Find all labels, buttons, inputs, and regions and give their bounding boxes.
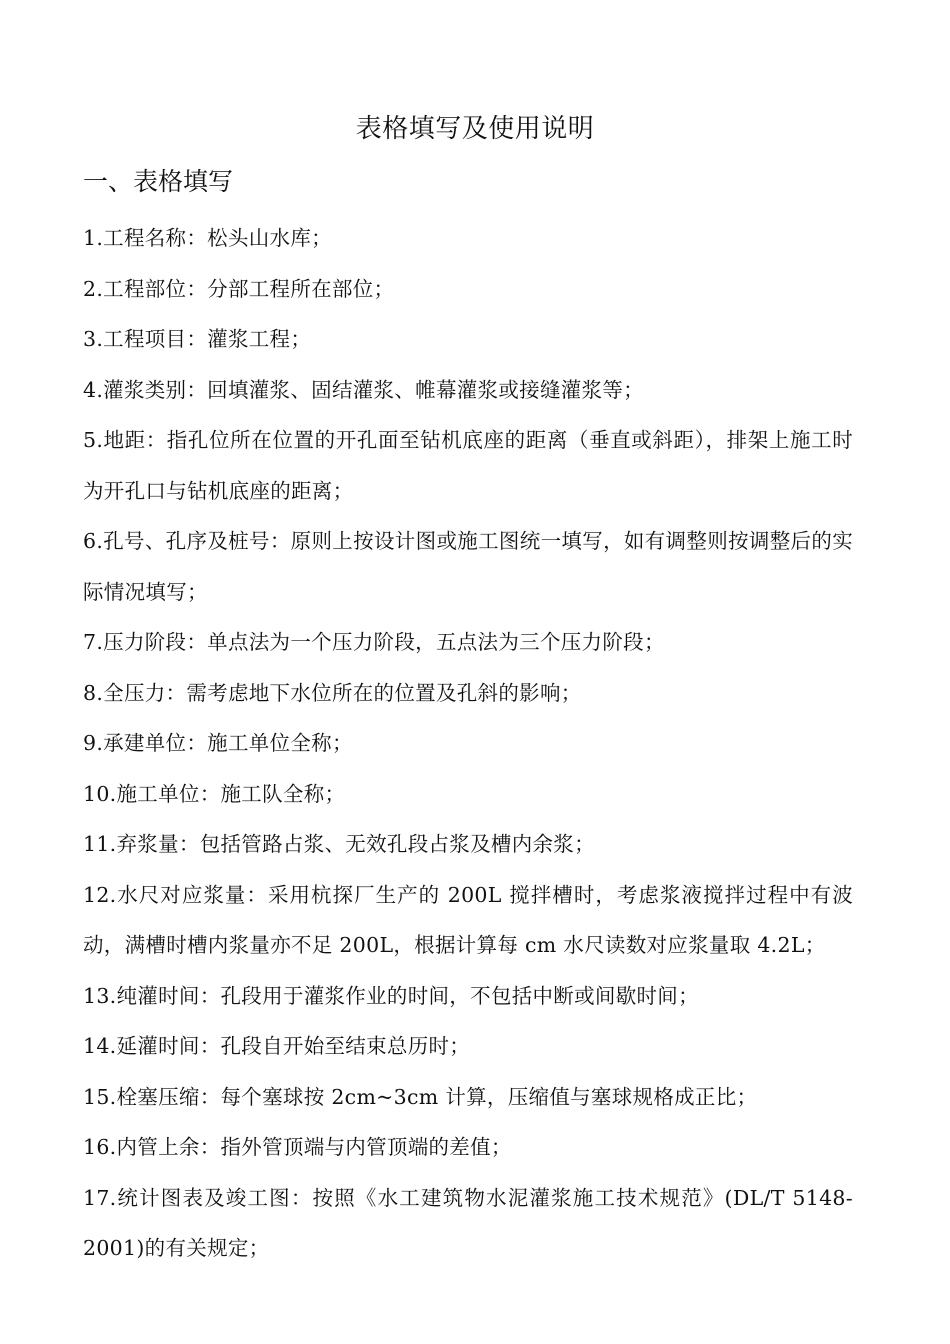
list-item: 11.弃浆量：包括管路占浆、无效孔段占浆及槽内余浆； (83, 832, 595, 856)
list-item: 7.压力阶段：单点法为一个压力阶段，五点法为三个压力阶段； (83, 630, 665, 654)
list-item: 1.工程名称：松头山水库； (83, 226, 332, 250)
list-item: 9.承建单位：施工单位全称； (83, 731, 353, 755)
list-item: 4.灌浆类别：回填灌浆、固结灌浆、帷幕灌浆或接缝灌浆等； (83, 377, 644, 402)
list-item: 16.内管上余：指外管顶端与内管顶端的差值； (83, 1135, 512, 1159)
list-item: 17.统计图表及竣工图：按照《水工建筑物水泥灌浆施工技术规范》(DL/T 5148-2001)的有关规定； (83, 1185, 853, 1260)
list-item: 15.栓塞压缩：每个塞球按 2cm~3cm 计算，压缩值与塞球规格成正比； (83, 1084, 758, 1109)
list-item: 5.地距：指孔位所在位置的开孔面至钻机底座的距离（垂直或斜距），排架上施工时为开孔口与钻机底座的距离； (83, 428, 853, 503)
list-item: 10.施工单位：施工队全称； (83, 781, 346, 806)
instruction-list (83, 213, 853, 1274)
list-item: 3.工程项目：灌浆工程； (83, 327, 312, 351)
list-item: 8.全压力：需考虑地下水位所在的位置及孔斜的影响； (83, 680, 582, 705)
list-item: 6.孔号、孔序及桩号：原则上按设计图或施工图统一填写，如有调整则按调整后的实际情况填写； (83, 529, 853, 604)
section-heading: 一、表格填写 (83, 167, 234, 196)
list-item: 12.水尺对应浆量：采用杭探厂生产的 200L 搅拌槽时，考虑浆液搅拌过程中有波动，满槽时槽内浆量亦不足 200L，根据计算每 cm 水尺读数对应浆量取 4.2L； (83, 882, 853, 957)
list-item: 14.延灌时间：孔段自开始至结束总历时； (83, 1034, 471, 1058)
list-item: 2.工程部位：分部工程所在部位； (83, 276, 395, 301)
document-title: 表格填写及使用说明 (355, 114, 595, 144)
list-item: 13.纯灌时间：孔段用于灌浆作业的时间，不包括中断或间歇时间； (83, 983, 699, 1008)
